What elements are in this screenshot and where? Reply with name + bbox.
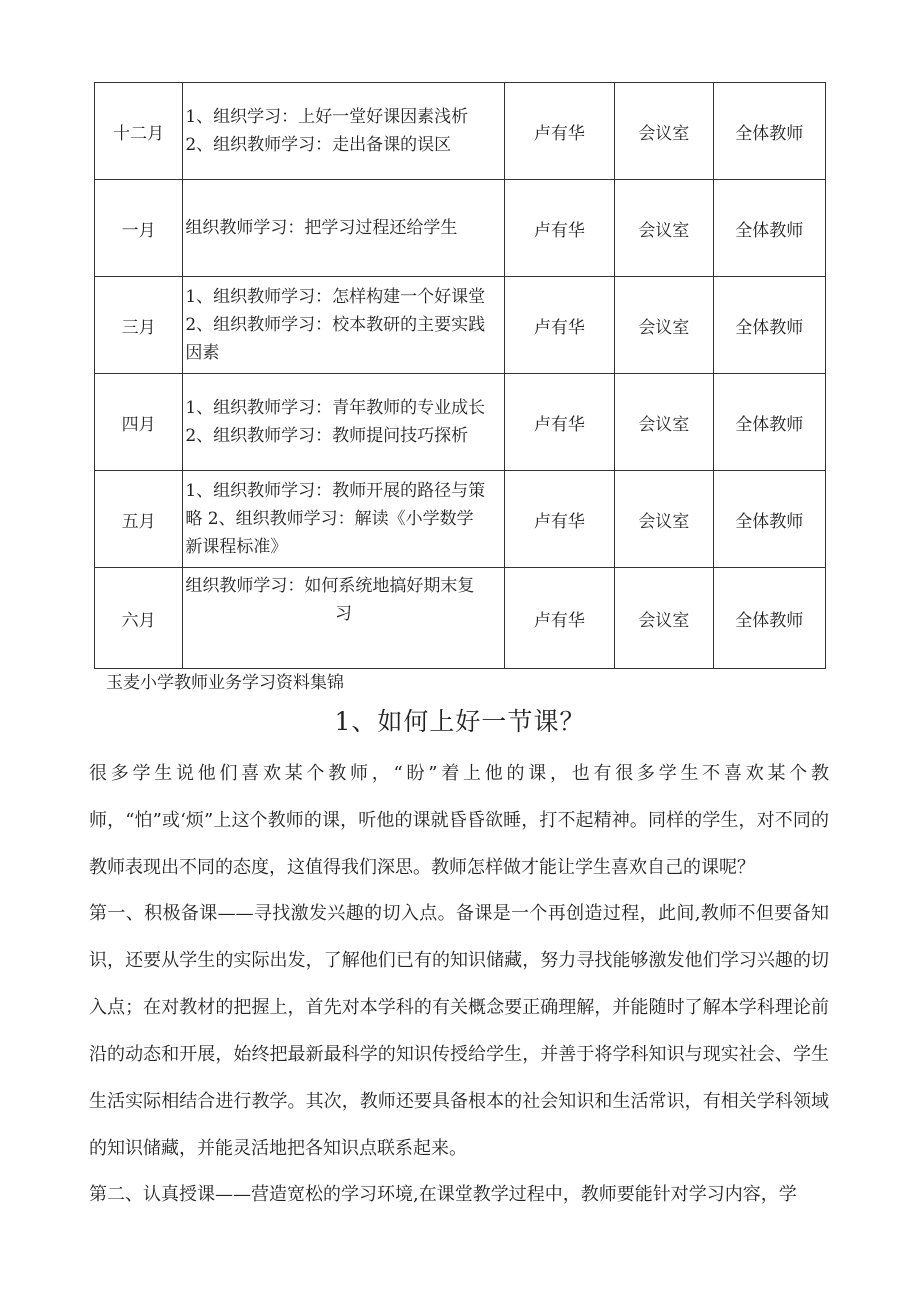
month-cell: 五月 — [95, 471, 183, 568]
speaker-cell: 卢有华 — [504, 568, 614, 669]
topic-line: 因素 — [185, 343, 220, 363]
table-row — [95, 568, 826, 669]
paragraph-text: 很多学生说他们喜欢某个教师，“盼”着上他的课，也有很多学生不喜欢某个教师，“怕”或‘烦”上这个教师的课，听他的课就昏昏欲睡，打不起精神。同样的学生，对不同的教师表现出不同的态度，这值得我们深思。教师怎样做才能让学生喜欢自己的课呢？ — [89, 763, 829, 878]
topic-line: 1、组织教师学习：教师开展的路径与策 — [185, 481, 486, 501]
month-cell: 四月 — [95, 374, 183, 471]
schedule-table — [94, 82, 826, 669]
speaker-cell: 卢有华 — [504, 180, 614, 277]
place-cell: 会议室 — [615, 277, 713, 374]
topic-cell — [183, 180, 504, 277]
speaker-cell: 卢有华 — [504, 83, 614, 180]
table-caption: 玉麦小学教师业务学习资料集锦 — [106, 673, 344, 693]
audience-cell: 全体教师 — [713, 180, 825, 277]
topic-cell — [183, 277, 504, 374]
place-cell: 会议室 — [615, 180, 713, 277]
article-paragraph — [89, 890, 829, 1172]
topic-cell — [183, 374, 504, 471]
topic-line: 1、组织学习：上好一堂好课因素浅析 — [185, 107, 469, 127]
topic-line: 2、组织教师学习：教师提问技巧探析 — [185, 426, 469, 446]
topic-line: 2、组织教师学习：校本教研的主要实践 — [185, 315, 486, 335]
topic-line: 1、组织教师学习：怎样构建一个好课堂 — [185, 287, 486, 307]
topic-cell — [183, 83, 504, 180]
topic-cell — [183, 471, 504, 568]
month-cell: 十二月 — [95, 83, 183, 180]
speaker-cell: 卢有华 — [504, 471, 614, 568]
topic-cell — [183, 568, 504, 669]
table-row — [95, 83, 826, 180]
article-title: 1、如何上好一节课？ — [334, 707, 586, 736]
topic-line: 组织教师学习：如何系统地搞好期末复 — [185, 576, 475, 596]
topic-line: 组织教师学习：把学习过程还给学生 — [185, 218, 458, 238]
speaker-cell: 卢有华 — [504, 374, 614, 471]
audience-cell: 全体教师 — [713, 83, 825, 180]
table-row — [95, 374, 826, 471]
place-cell: 会议室 — [615, 83, 713, 180]
topic-line: 新课程标准》 — [185, 537, 288, 557]
audience-cell: 全体教师 — [713, 568, 825, 669]
month-cell: 三月 — [95, 277, 183, 374]
article-paragraph — [89, 750, 829, 891]
month-cell: 一月 — [95, 180, 183, 277]
audience-cell: 全体教师 — [713, 374, 825, 471]
place-cell: 会议室 — [615, 374, 713, 471]
audience-cell: 全体教师 — [713, 277, 825, 374]
place-cell: 会议室 — [615, 568, 713, 669]
topic-line: 2、组织教师学习：走出备课的误区 — [185, 135, 452, 155]
article-paragraph — [89, 1171, 829, 1218]
speaker-cell: 卢有华 — [504, 277, 614, 374]
paragraph-text: 第二、认真授课——营造宽松的学习环境,在课堂教学过程中，教师要能针对学习内容，学 — [89, 1184, 797, 1205]
audience-cell: 全体教师 — [713, 471, 825, 568]
table-row — [95, 277, 826, 374]
table-row — [95, 180, 826, 277]
topic-line: 1、组织教师学习：青年教师的专业成长 — [185, 398, 486, 418]
paragraph-text: 第一、积极备课——寻找激发兴趣的切入点。备课是一个再创造过程，此间,教师不但要备知识，还要从学生的实际出发，了解他们已有的知识储藏，努力寻找能够激发他们学习兴趣的切入点；在对教材的把握上，首先对本学科的有关概念要正确理解，并能随时了解本学科理论前沿的动态和开展，始终把最新最科学的知识传授给学生，并善于将学科知识与现实社会、学生生活实际相结合进行教学。其次，教师还要具备根本的社会知识和生活常识，有相关学科领域的知识储藏，并能灵活地把各知识点联系起来。 — [89, 903, 829, 1159]
place-cell: 会议室 — [615, 471, 713, 568]
topic-line: 略 2、组织教师学习：解读《小学数学 — [185, 509, 474, 529]
topic-line: 习 — [335, 604, 353, 624]
table-row — [95, 471, 826, 568]
month-cell: 六月 — [95, 568, 183, 669]
